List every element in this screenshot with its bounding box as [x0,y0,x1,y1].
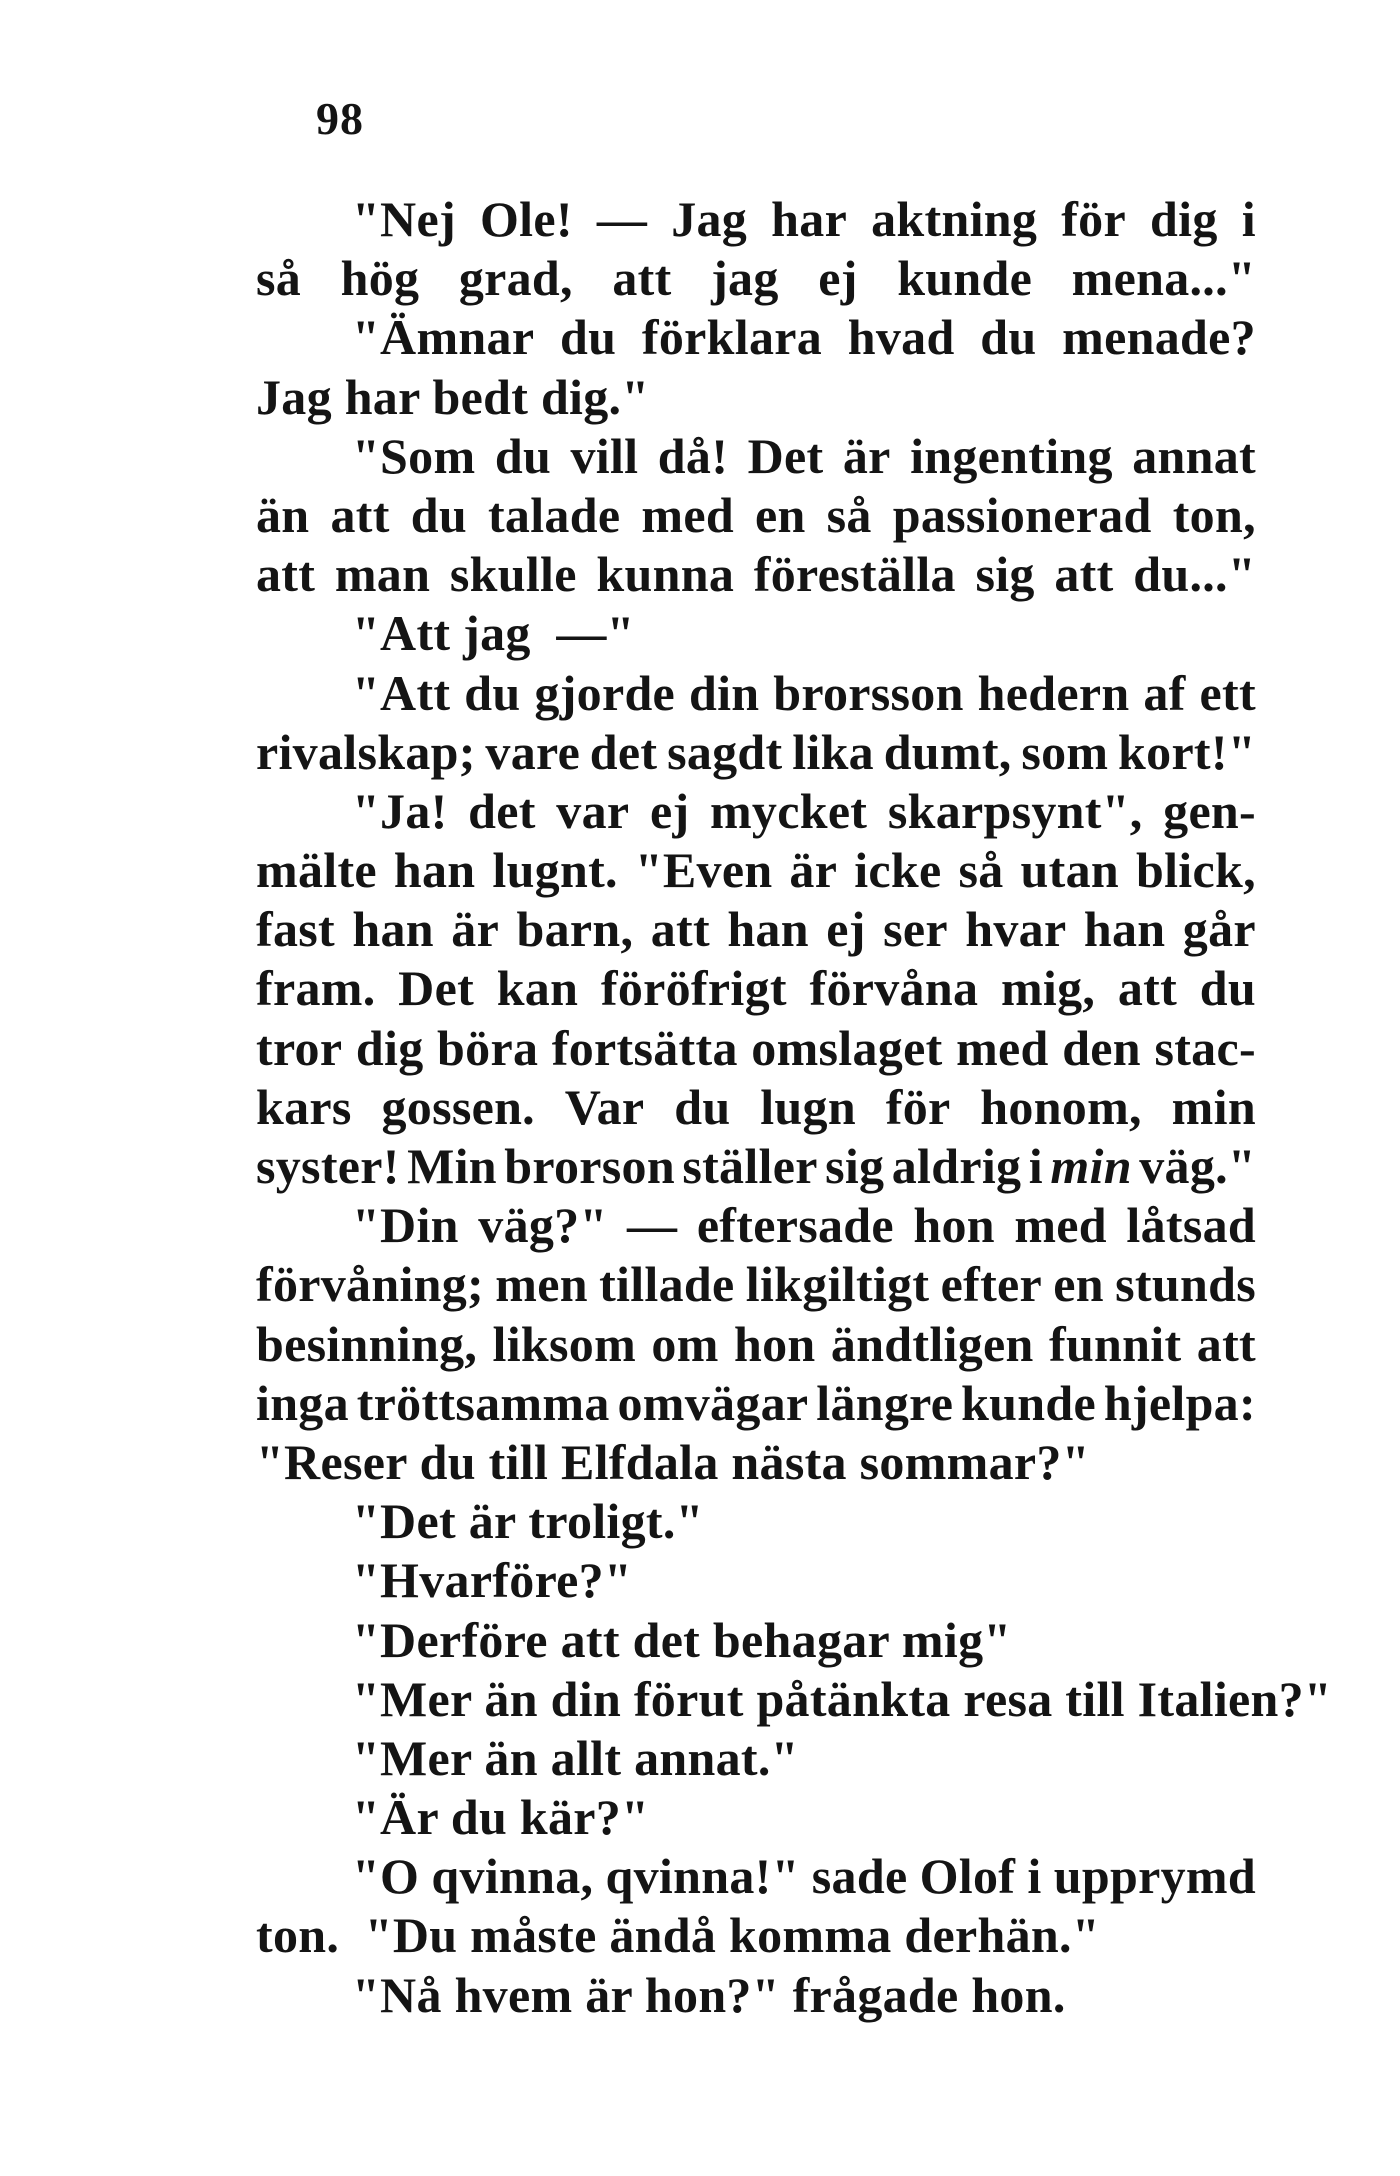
text-segment: dumt, [883,723,1012,780]
text-segment: föröfrigt [600,960,787,1017]
text-line [256,308,1256,367]
text-segment: gen- [1163,782,1256,839]
text-segment: Jag har bedt dig." [256,368,650,425]
text-segment: annat [1132,427,1256,484]
text-segment: "Nå hvem är hon?" frågade hon. [352,1966,1066,2023]
text-line [256,1551,1256,1610]
text-segment: ett [1199,664,1256,721]
text-segment: vill [570,427,639,484]
text-segment: du [980,309,1037,366]
text-segment: inga [256,1374,349,1431]
text-segment: att [650,901,710,958]
text-segment: en [1053,1256,1104,1313]
text-segment: föreställa [753,546,956,603]
text-line [256,1492,1256,1551]
text-line [256,190,1256,249]
text-segment: som [1021,723,1109,780]
text-segment: "Hvarföre?" [352,1552,633,1609]
text-segment: gjorde [534,664,676,721]
text-segment: qvinna!" [605,1848,800,1905]
text-segment: likgiltigt [745,1256,930,1313]
text-segment: fram. [256,960,376,1017]
text-segment: var [556,782,630,839]
text-segment: "Som [352,427,476,484]
text-segment: ställer [682,1138,818,1194]
text-segment: — [627,1197,678,1254]
text-segment: hög [340,250,420,307]
text-segment: förvåning; [256,1256,484,1313]
text-line [256,1315,1256,1374]
text-segment: lugnt. [492,842,618,899]
text-segment: hedern [977,664,1130,721]
text-segment: Jag [671,191,748,247]
text-line [256,1196,1256,1255]
text-segment: för [885,1078,951,1135]
text-line [256,782,1256,841]
page-number: 98 [316,93,364,144]
text-segment: "Reser du till Elfdala nästa sommar?" [256,1433,1090,1490]
text-segment: med [956,1019,1049,1076]
text-segment: hjelpa: [1103,1374,1256,1431]
text-segment: din [688,664,760,721]
text-segment: blick, [1135,842,1256,899]
text-line [256,1019,1256,1078]
text-segment: han [727,901,809,958]
text-segment: utan [1020,842,1119,899]
text-segment: han [1083,901,1166,958]
text-segment: hvar [965,901,1067,958]
text-line [256,427,1256,486]
text-segment: i [1028,1138,1043,1194]
text-segment: så [958,842,1004,899]
text-segment: icke [854,842,942,899]
text-segment: brorson [504,1138,675,1194]
text-segment: Ole! [479,191,573,247]
text-segment: väg." [1139,1138,1256,1194]
text-segment: "Är du kär?" [352,1789,650,1846]
text-segment: med [641,486,734,543]
text-line [256,841,1256,900]
text-segment: "Att [352,664,451,721]
text-segment: stac- [1154,1019,1256,1076]
text-segment: att [330,486,390,543]
text-segment: du [560,309,617,366]
text-segment: stunds [1115,1256,1256,1313]
text-segment: ej [826,901,866,958]
text-segment: att [1117,960,1178,1017]
body-text [256,190,1332,2025]
text-segment: ton. "Du måste ändå komma derhän." [256,1907,1100,1964]
text-segment: är [451,901,500,958]
text-segment: skarpsynt", [887,782,1143,839]
text-line [256,1374,1256,1433]
text-segment: du [1199,960,1256,1017]
text-line [256,1611,1256,1670]
text-line [256,1137,1256,1196]
text-segment: sade [811,1848,908,1905]
text-segment: en [754,486,806,543]
text-segment: du [494,427,552,484]
text-segment: i [1241,191,1256,247]
text-segment: sagdt [667,723,783,780]
text-segment: att [256,546,316,603]
text-segment: tröttsamma [356,1374,610,1431]
text-segment: aktning [871,191,1038,247]
text-segment: förklara [641,309,823,366]
text-segment: Min [407,1138,497,1194]
text-segment: omslaget [751,1019,943,1076]
text-segment: jag [711,250,779,307]
text-segment: qvinna, [431,1848,594,1905]
text-segment: mena..." [1071,250,1256,307]
text-segment: att [1196,1315,1256,1372]
text-segment: kort!" [1118,723,1256,780]
text-segment: är [789,842,838,899]
text-segment: ton, [1172,486,1256,543]
text-segment: syster! [256,1138,400,1194]
text-segment: kan [496,960,579,1017]
text-segment: "Att jag —" [352,605,635,662]
text-segment: "Mer än allt annat." [352,1729,799,1786]
text-segment: sig [975,546,1035,603]
text-segment: mig, [1000,960,1096,1017]
text-segment: kunna [596,546,735,603]
text-line [256,545,1256,604]
text-segment: mälte [256,842,377,899]
text-segment: är [842,427,891,484]
text-segment: man [334,546,431,603]
text-segment: låtsad [1126,1197,1256,1254]
text-segment: väg?" [478,1197,608,1254]
text-segment: ändtligen [830,1315,1034,1372]
text-segment: efter [940,1256,1043,1313]
text-segment: längre [816,1374,954,1431]
text-line [256,1255,1256,1314]
text-segment: du [674,1078,731,1135]
text-segment: ej [818,250,858,307]
text-segment: ej [649,782,690,839]
text-segment: eftersade [696,1197,894,1254]
text-segment: min [1050,1138,1132,1194]
text-segment: lugn [760,1078,856,1135]
text-segment: du [410,486,467,543]
text-line [256,604,1256,663]
text-segment: hvad [847,309,955,366]
text-segment: upprymd [1053,1848,1256,1905]
text-segment: besinning, [256,1315,478,1372]
text-segment: Olof [919,1848,1016,1905]
text-segment: dig [1150,191,1218,247]
text-segment: skulle [449,546,577,603]
text-segment: att [1054,546,1114,603]
text-segment: det [468,782,536,839]
text-segment: så [256,250,302,307]
text-segment: "Det är troligt." [352,1493,704,1550]
text-segment: grad, [458,250,573,307]
text-segment: med [1014,1197,1107,1254]
text-line [256,368,1256,427]
text-segment: aldrig [891,1138,1022,1194]
text-segment: fortsätta [551,1019,738,1076]
text-segment: böra [437,1019,539,1076]
text-segment: det [589,723,658,780]
text-line [256,1847,1256,1906]
text-segment: liksom [492,1315,637,1372]
text-segment: kunde [961,1374,1096,1431]
text-segment: "Even [634,842,773,899]
text-segment: tror [256,1019,343,1076]
text-segment: förvåna [809,960,979,1017]
text-segment: Det [398,960,475,1017]
text-segment: "Mer än din förut påtänkta resa till Italien?" [352,1670,1332,1727]
text-segment: du [464,664,521,721]
text-line [256,1906,1256,1965]
text-segment: än [256,486,310,543]
text-line [256,723,1256,782]
text-segment: "Nej [352,191,456,247]
text-line [256,1078,1256,1137]
text-segment: funnit [1049,1315,1182,1372]
text-segment: att [612,250,672,307]
text-line [256,1670,1332,1729]
text-segment: "Din [352,1197,459,1254]
text-segment: "Derföre att det behagar mig" [352,1611,1012,1668]
text-segment: min [1171,1078,1256,1135]
text-segment: "O [352,1848,420,1905]
text-segment: vare [485,723,581,780]
text-segment: "Ämnar [352,309,535,366]
text-line [256,664,1256,723]
text-segment: rivalskap; [256,723,476,780]
text-line [256,1966,1256,2025]
text-segment: kars [256,1078,352,1135]
text-segment: då! [657,427,729,484]
text-segment: fast [256,901,335,958]
text-segment: Det [747,427,824,484]
text-segment: omvägar [617,1374,809,1431]
text-segment: tillade [599,1256,735,1313]
text-segment: talade [487,486,621,543]
text-segment: brorsson [773,664,964,721]
text-line [256,1729,1256,1788]
text-segment: af [1143,664,1186,721]
text-segment: kunde [897,250,1033,307]
text-segment: han [352,901,434,958]
text-segment: Var [564,1078,645,1135]
text-segment: lika [792,723,874,780]
text-segment: barn, [516,901,634,958]
text-segment: i [1027,1848,1042,1905]
text-segment: hon [913,1197,995,1254]
text-line [256,486,1256,545]
text-line [256,959,1256,1018]
text-segment: honom, [980,1078,1142,1135]
text-segment: men [495,1256,588,1313]
text-line [256,1788,1256,1847]
text-segment: så [826,486,872,543]
text-segment: menade? [1062,309,1256,366]
text-segment: sig [825,1138,885,1194]
text-segment: ser [883,901,948,958]
text-segment: den [1062,1019,1141,1076]
text-segment: han [393,842,476,899]
text-line [256,900,1256,959]
text-segment: "Ja! [352,782,448,839]
text-line [256,249,1256,308]
text-segment: går [1182,901,1256,958]
text-segment: om [651,1315,719,1372]
text-segment: mycket [709,782,868,839]
text-segment: hon [734,1315,816,1372]
text-segment: har [771,191,848,247]
text-line [256,1433,1256,1492]
text-segment: gossen. [381,1078,535,1135]
text-segment: dig [355,1019,424,1076]
text-segment: — [596,191,648,247]
text-segment: ingenting [910,427,1113,484]
text-segment: passionerad [892,486,1152,543]
text-segment: för [1061,191,1126,247]
text-segment: du..." [1133,546,1256,603]
